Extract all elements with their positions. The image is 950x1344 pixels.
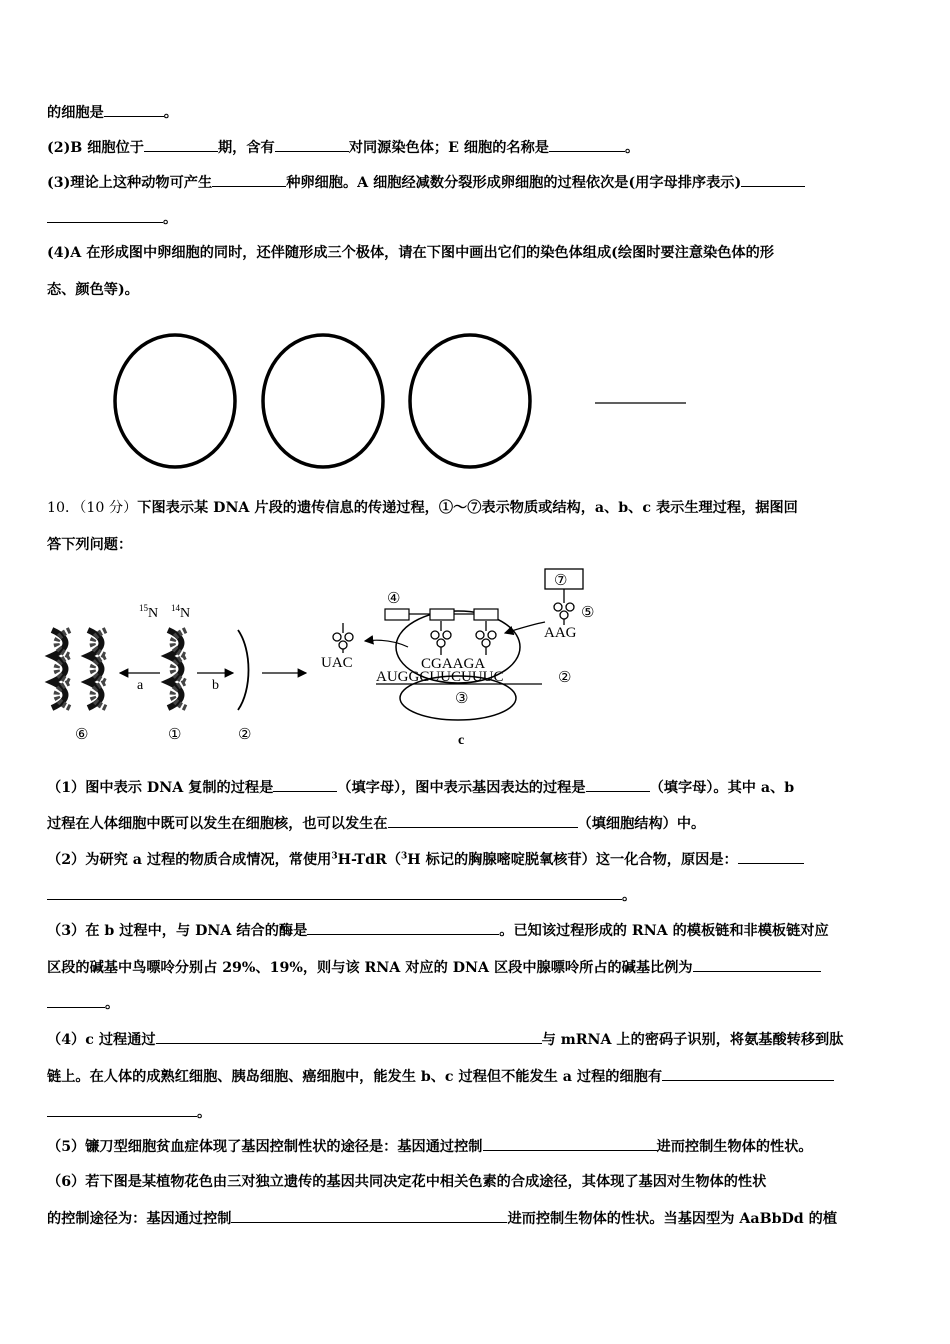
answer-blank[interactable] xyxy=(104,102,164,117)
label-15N: $^{15}$N xyxy=(139,603,159,621)
q10-part-3-line-2: 区段的碱基中鸟嘌呤分别占 29%、19%，则与该 RNA 对应的 DNA 区段中腺嘌呤所占的碱基比例为 xyxy=(47,957,821,978)
label-5: ⑤ xyxy=(581,605,595,621)
q9-part-3: (3)理论上这种动物可产生 种卵细胞。A 细胞经减数分裂形成卵细胞的过程依次是(用字母排序表示) xyxy=(47,172,805,193)
amino-acid-1 xyxy=(385,609,409,620)
dna-helix-6b xyxy=(88,630,106,708)
polar-body-drawing-area xyxy=(0,325,950,480)
anticodon-uac: UAC xyxy=(321,655,353,671)
answer-blank[interactable] xyxy=(144,137,218,152)
q10-part-4-line-1: （4）c 过程通过 与 mRNA 上的密码子识别，将氨基酸转移到肽 xyxy=(47,1029,843,1050)
label-2-mrna: ② xyxy=(558,670,572,686)
answer-blank[interactable] xyxy=(212,172,286,187)
answer-blank[interactable] xyxy=(549,137,625,152)
label-7: ⑦ xyxy=(554,573,568,589)
anticodon-cgaaga: CGAAGA xyxy=(421,656,486,672)
label-3: ③ xyxy=(455,691,469,707)
answer-blank[interactable] xyxy=(483,1136,657,1151)
answer-blank[interactable] xyxy=(47,885,622,900)
drawing-circle-2[interactable] xyxy=(263,335,383,467)
answer-blank[interactable] xyxy=(275,137,349,152)
answer-blank[interactable] xyxy=(231,1208,507,1223)
drawing-circle-1[interactable] xyxy=(115,335,235,467)
answer-blank[interactable] xyxy=(47,208,163,223)
q10-part-2-line-2: 。 xyxy=(47,885,636,906)
label-2: ② xyxy=(238,727,252,743)
q10-part-6-line-1: （6）若下图是某植物花色由三对独立遗传的基因共同决定花中相关色素的合成途径，其体现了基因对生物体的性状 xyxy=(47,1174,767,1190)
amino-acid-3 xyxy=(474,609,498,620)
answer-blank[interactable] xyxy=(693,957,821,972)
q10-part-5: （5）镰刀型细胞贫血症体现了基因控制性状的途径是：基因通过控制 进而控制生物体的性状。 xyxy=(47,1136,813,1157)
anticodon-aag: AAG xyxy=(544,625,577,641)
q10-part-4-line-3: 。 xyxy=(47,1102,211,1123)
answer-blank[interactable] xyxy=(741,172,805,187)
q9-part-2: (2)B 细胞位于 期，含有 对同源染色体；E 细胞的名称是 。 xyxy=(47,137,639,158)
label-14N: $^{14}$N xyxy=(171,603,191,621)
answer-blank[interactable] xyxy=(738,849,804,864)
answer-blank[interactable] xyxy=(156,1029,542,1044)
label-4: ④ xyxy=(387,591,401,607)
arrow-trna-exit xyxy=(365,640,408,647)
answer-blank[interactable] xyxy=(307,920,499,935)
mrna-strand xyxy=(238,630,249,710)
answer-blank[interactable] xyxy=(47,993,105,1008)
q10-part-4-line-2: 链上。在人体的成熟红细胞、胰岛细胞、癌细胞中，能发生 b、c 过程但不能发生 a 过程的细胞有 xyxy=(47,1066,834,1087)
label-b: b xyxy=(212,678,219,693)
q10-stem-line-2: 答下列问题： xyxy=(47,537,133,553)
q10-part-1-line-1: （1）图中表示 DNA 复制的过程是 （填字母），图中表示基因表达的过程是 （填字母）。其中 a、b xyxy=(47,777,794,798)
q9-part-3-cont: 。 xyxy=(47,208,177,229)
answer-blank[interactable] xyxy=(662,1066,834,1081)
trna-leaving xyxy=(333,623,353,653)
q9-line-1: 的细胞是 。 xyxy=(47,102,178,123)
label-6: ⑥ xyxy=(75,727,89,743)
trna-incoming xyxy=(554,589,574,625)
q9-part-4-line-1: (4)A 在形成图中卵细胞的同时，还伴随形成三个极体，请在下图中画出它们的染色体组成(绘图时要注意染色体的形 xyxy=(47,245,774,261)
q10-part-3-line-3: 。 xyxy=(47,993,119,1014)
q9-part-4-line-2: 态、颜色等)。 xyxy=(47,282,139,298)
answer-blank[interactable] xyxy=(273,777,337,792)
label-1: ① xyxy=(168,727,182,743)
q10-part-6-line-2: 的控制途径为：基因通过控制 进而控制生物体的性状。当基因型为 AaBbDd 的植 xyxy=(47,1208,837,1229)
label-a: a xyxy=(137,678,144,693)
label-c: c xyxy=(458,733,465,748)
answer-blank[interactable] xyxy=(47,1102,197,1117)
answer-blank[interactable] xyxy=(586,777,650,792)
q10-part-3-line-1: （3）在 b 过程中，与 DNA 结合的酶是 。已知该过程形成的 RNA 的模板链和非模板链对应 xyxy=(47,920,829,941)
mrna-sequence: AUGGCUUCUUUC xyxy=(376,669,504,685)
q10-part-2-line-1: （2）为研究 a 过程的物质合成情况，常使用$^3$H-TdR（$^3$H 标记的胸腺嘧啶脱氧核苷）这一化合物，原因是： xyxy=(47,849,804,870)
amino-acid-2 xyxy=(430,609,454,620)
dna-helix-1 xyxy=(168,630,186,708)
trna-in-ribosome xyxy=(431,621,496,655)
dna-information-flow-figure xyxy=(40,565,640,750)
q10-stem-line-1: 10．（10 分）下图表示某 DNA 片段的遗传信息的传递过程，①～⑦表示物质或结构，a、b、c 表示生理过程，据图回 xyxy=(47,500,798,516)
dna-helix-6a xyxy=(52,630,70,708)
drawing-circle-3[interactable] xyxy=(410,335,530,467)
answer-blank[interactable] xyxy=(388,813,578,828)
q10-part-1-line-2: 过程在人体细胞中既可以发生在细胞核，也可以发生在 （填细胞结构）中。 xyxy=(47,813,705,834)
